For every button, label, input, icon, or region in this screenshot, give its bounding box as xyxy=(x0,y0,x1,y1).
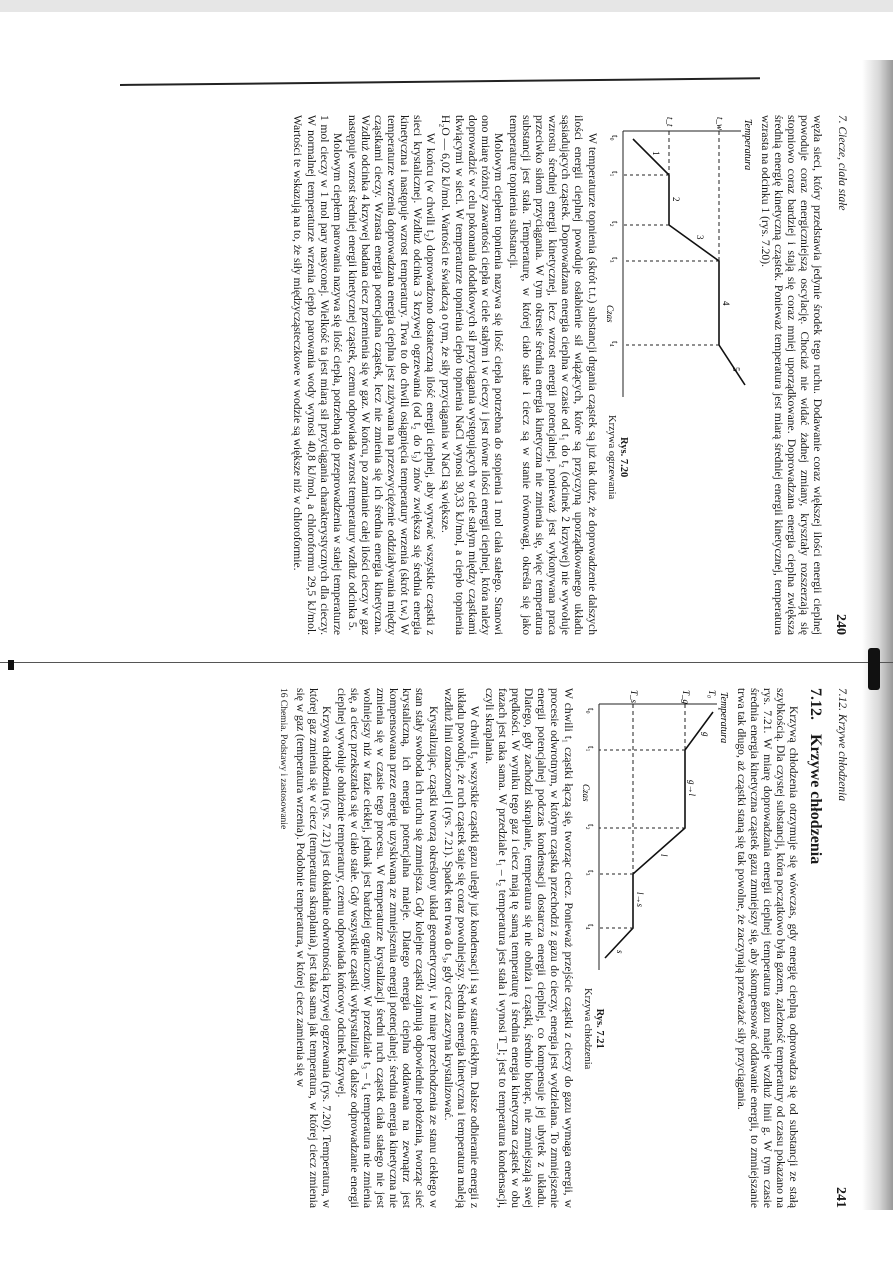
x-tick: t₀ xyxy=(585,708,596,714)
section-number: 7.12. xyxy=(807,688,824,720)
page-240 xyxy=(289,115,848,635)
paragraph: W chwili t₂ wszystkie cząstki gazu uległy już kondensacji i są w stanie ciekłym. Dalsze odbieranie energii z układu powoduje, że ruch cząstek staje się coraz powolniejszy. Średnia energia kinetyczna i temperatura maleją wzdłuż linii oznaczonej l (rys. 7.21). Spadek ten trwa do t₃, gdy ciecz zaczyna krystalizować. xyxy=(441,688,481,1208)
paragraph: Krzywą chłodzenia otrzymuje się wówczas, gdy energię cieplną odprowadza się od substancji ze stałą szybkością. Dla czystej substancji, która początkowo była gazem, zależność temperatury od czasu pokazano na rys. 7.21. W miarę doprowadzania energii cieplnej temperatura gazu maleje wzdłuż linii g. W tym czasie średnia energia kinetyczna cząstek gazu zmniejszy się, aby skompensować oddawanie energii, to zmniejszanie trwa tak długo, aż cząstki staną się tak powolne, że zaczynają przeważać siły przyciągania. xyxy=(734,688,800,1208)
segment-label: 3 xyxy=(694,235,705,240)
running-head: 7.12. Krzywe chłodzenia xyxy=(836,688,848,802)
figure-7-20 xyxy=(605,115,755,635)
paragraph: W chwili t₁ cząstki łączą się, tworząc ciecz. Ponieważ przejście cząstki z cieczy do gazu wymaga energii, w procesie odwrotnym, w którym cząstka przechodzi z gazu do cieczy, energia jest wydzielana. To zmniejszenie energii potencjalnej podczas kondensacji dostarcza energii cieplnej, co kompensuje jej ubytek z układu. Dlatego, gdy zachodzi skraplanie, temperatura się nie obniża i cząstki, średnio biorąc, nie zmniejszają swej prędkości. W wyniku tego gaz i ciecz mają tę samą temperaturę i średnia energia kinetyczna cząstek w obu fazach jest taka sama. W przedziale t₁ – t₂ temperatura jest stała i wynosi T_l; jest to temperatura kondensacji, czyli skraplania. xyxy=(482,688,575,1208)
paragraph: Krystalizując, cząstki tworzą określony układ geometryczny, i w miarę przechodzenia ze stanu ciekłego w stan stały swoboda ich ruchu się zmniejsza. Gdy kolejne cząstki zajmują odpowiednie położenia, tworząc sieć krystaliczną, ich energia potencjalna maleje. Dlatego energia cieplna oddawana na zewnątrz jest kompensowana przez energię uzyskiwaną ze zmniejszenia energii potencjalnej; średnia energia kinetyczna nie zmienia się w czasie tego procesu. W temperaturze krystalizacji średni ruch cząstek ciała stałego nie jest wolniejszy niż w fazie ciekłej, jednak jest bardziej ograniczony. W przedziale t₃ – t₄ temperatura nie zmienia się, a ciecz przekształca się w ciało stałe. Gdy wszystkie cząstki wykrystalizują, dalsze odprowadzanie energii cieplnej wywołuje obniżenie temperatury, czemu odpowiada końcowy odcinek krzywej. xyxy=(334,688,440,1208)
figure-7-21 xyxy=(581,688,731,1208)
y-tick: T₀ xyxy=(706,690,717,699)
x-tick: t₀ xyxy=(609,135,620,141)
y-axis-label: Temperatura xyxy=(741,119,753,171)
running-header xyxy=(832,115,848,635)
paragraph: węzła sieci, który przedstawia jedynie środek tego ruchu. Dodawanie coraz większej ilości energii cieplnej powoduje coraz energiczniejszą oscylację. Chociaż nie widać żadnej zmiany, kryształy rozszerzają się stopniowo coraz bardziej i stają się coraz mniej uporządkowane. Doprowadzana energia cieplna zwiększa średnią energię kinetyczną cząstek. Ponieważ temperatura jest miarą średniej energii kinetycznej, temperatura wzrasta na odcinku 1 (rys. 7.20). xyxy=(758,115,824,635)
scan-edge-shadow xyxy=(862,60,893,1210)
running-header xyxy=(832,688,848,1208)
figure-caption xyxy=(605,415,629,499)
x-tick: t₄ xyxy=(609,341,620,347)
segment-label: l→s xyxy=(634,892,645,908)
segment-label: 4 xyxy=(720,301,731,306)
heating-curve-chart xyxy=(605,115,755,405)
paragraph: Krzywa chłodzenia (rys. 7.21) jest dokładnie odwrotnością krzywej ogrzewania (rys. 7.20). Temperatura, w której gaz zmienia się w ciecz (temperatura skraplania), jest taka sama jak temperatura, w której ciecz zmienia się w gaz (temperatura wrzenia). Podobnie temperatura, w której ciecz zamienia się w xyxy=(293,688,333,1208)
binding-mark-left xyxy=(8,660,14,670)
segment-label: g xyxy=(700,732,711,737)
x-axis-label: Czas xyxy=(580,784,591,802)
boiling-temp-label: t_w xyxy=(714,117,725,131)
figure-caption xyxy=(581,988,605,1069)
x-tick: t₁ xyxy=(609,171,620,177)
figure-number: Rys. 7.20 xyxy=(617,437,629,478)
x-tick: t₄ xyxy=(585,924,596,930)
y-tick: T_s xyxy=(628,690,639,704)
segment-label: l xyxy=(658,854,669,857)
figure-title: Krzywa chłodzenia xyxy=(581,988,593,1070)
segment-label: s xyxy=(614,950,625,954)
book-edge-line xyxy=(120,77,760,86)
section-title: Krzywe chłodzenia xyxy=(807,734,824,865)
segment-label: 2 xyxy=(670,197,681,202)
paragraph: Molowym ciepłem parowania nazywa się ilość ciepła, potrzebną do przeprowadzenia w stałej temperaturze 1 mol cieczy w 1 mol pary nasyconej. Wielkość ta jest miarą sił przyciągania charakterystycznych dla cieczy. W normalnej temperaturze wrzenia ciepło parowania wody wynosi 40,8 kJ/mol, a chloroformu 29,5 kJ/mol. Wartości te wskazują na to, że siły międzycząsteczkowe w wodzie są większe niż w chloroformie. xyxy=(291,115,344,635)
x-axis-label: Czas xyxy=(604,305,615,323)
page-241 xyxy=(278,688,848,1208)
y-axis-label: Temperatura xyxy=(717,692,729,744)
y-tick: T_g xyxy=(680,690,691,705)
x-tick: t₁ xyxy=(585,746,596,752)
segment-label: g→l xyxy=(686,780,697,797)
x-tick: t₃ xyxy=(585,870,596,876)
page-footer: 16 Chemia. Podstawy i zastosowanie xyxy=(277,688,288,830)
cooling-curve-chart xyxy=(581,688,731,978)
page-gutter-line xyxy=(0,662,893,663)
section-heading xyxy=(806,688,824,1208)
melting-temp-label: t_t xyxy=(664,117,675,127)
cooling-curve xyxy=(605,712,713,958)
segment-label: 1 xyxy=(650,151,661,156)
page-number: 240 xyxy=(833,614,848,635)
x-tick: t₃ xyxy=(609,257,620,263)
paragraph: Molowym ciepłem topnienia nazywa się ilość ciepła potrzebna do stopienia 1 mol ciała stałego. Stanowi ono miarę różnicy zawartości ciepła w ciele stałym i w cieczy i jest równe ilości energii cieplnej, która należy doprowadzić w celu pokonania dodatkowych sił przyciągania występujących w ciele stałym między cząstkami tkwiącymi w sieci. W temperaturze topnienia ciepło topnienia NaCl wynosi 30,33 kJ/mol, a ciepło topnienia H₂O — 6,02 kJ/mol. Wartości te świadczą o tym, że siły przyciągania w NaCl są większe. xyxy=(439,115,505,635)
scan-top-bar xyxy=(0,0,893,12)
page-number: 241 xyxy=(833,1187,848,1208)
running-head: 7. Ciecze, ciała stałe xyxy=(836,115,848,211)
x-tick: t₂ xyxy=(585,824,596,830)
segment-label: 5 xyxy=(730,367,741,372)
figure-title: Krzywa ogrzewania xyxy=(605,415,617,500)
paragraph: W temperaturze topnienia (skrót t.t.) substancji drgania cząstek są już tak duże, że doprowadzenie dalszych ilości energii cieplnej powoduje osłabienie sił wiążących, które są przyczyną uporządkowanego układu sąsiadujących cząstek. Doprowadzana energia cieplna w czasie od t₁ do t₂ (odcinek 2 krzywej) nie wywołuje wzrostu średniej energii kinetycznej, lecz wzrost energii potencjalnej, ponieważ jest wykonywana praca przeciwko siłom przyciągania. W tym okresie średnia energia kinetyczna nie zmienia się, więc temperatura substancji jest stała. Temperaturę, w której ciało stałe i ciecz są w stanie równowagi, określa się jako temperaturę topnienia substancji. xyxy=(506,115,599,635)
x-tick: t₂ xyxy=(609,221,620,227)
paragraph: W końcu (w chwili t₂) doprowadzono dostateczną ilość energii cieplnej, aby wyrwać wszystkie cząstki z sieci krystalicznej. Wzdłuż odcinka 3 krzywej ogrzewania (od t₂ do t₃) znów zwiększa się średnia energia kinetyczna i następuje wzrost temperatury. Trwa to do chwili osiągnięcia temperatury wrzenia (skrót t.w.) W temperaturze wrzenia doprowadzana energia cieplna jest zużywana na przezwyciężenie oddziaływania między cząstkami cieczy. Wzrasta energia potencjalna cząstek, lecz nie zmienia się ich średnia energia kinetyczna. Wzdłuż odcinka 4 krzywej badana ciecz przemienia się w gaz. W końcu, po zamianie całej ilości cieczy w gaz następuje wzrost średniej energii kinetycznej cząstek, czemu odpowiada wzrost temperatury wzdłuż odcinka 5. xyxy=(345,115,438,635)
heating-curve xyxy=(633,139,745,385)
binding-mark xyxy=(868,648,880,690)
figure-number: Rys. 7.21 xyxy=(593,1008,605,1049)
